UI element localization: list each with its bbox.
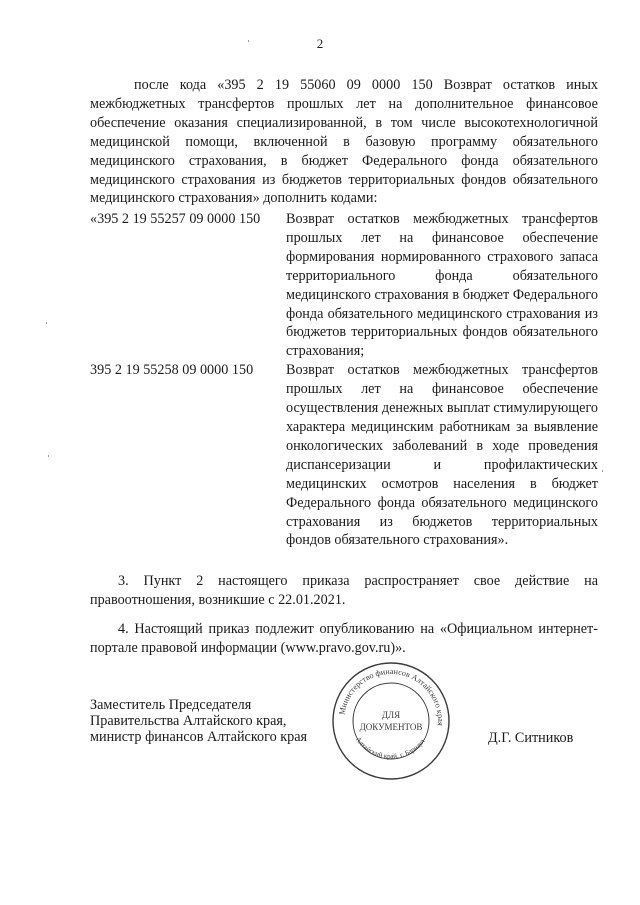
intro-paragraph: после кода «395 2 19 55060 09 0000 150 Возврат остатков иных межбюджетных трансфертов прошлых лет на дополнительное финансовое обеспечение оказания специализированной, в том числе высокотехнологичной медицинской помощи, включенной в базовую программу обязательного медицинского страхования, в бюджет Федерального фонда обязательного медицинского страхования из бюджетов территориальных фондов обязательного медицинского страхования» дополнить кодами: [90, 77, 598, 207]
paragraph-3: 3. Пункт 2 настоящего приказа распространяет свое действие на правоотношения, возникшие с 22.01.2021. [90, 573, 598, 608]
table-row [90, 361, 598, 550]
budget-code: «395 2 19 55257 09 0000 150 [90, 211, 261, 227]
seal-outer-ring [333, 663, 449, 779]
signatory-title-line: Заместитель Председателя [90, 697, 252, 713]
budget-codes-table [90, 210, 598, 550]
code-description: Возврат остатков межбюджетных трансфертов прошлых лет на финансовое обеспечение осуществления денежных выплат стимулирующего характера медицинским работникам за выявление онкологических заболеваний в ходе проведения диспансеризации и профилактических медицинских осмотров населения в бюджет Федерального фонда обязательного медицинского страхования из бюджетов территориальных фондов обязательного страхования». [286, 362, 599, 549]
signatory-title [90, 697, 307, 745]
code-description: Возврат остатков межбюджетных трансфертов прошлых лет на финансовое обеспечение формирования нормированного страхового запаса территориального фонда обязательного медицинского страхования в бюджет Федерального фонда обязательного медицинского страхования из бюджетов территориальных фондов обязательного страхования; [286, 211, 598, 360]
scan-artifact [248, 40, 249, 42]
signatory-title-line: министр финансов Алтайского края [90, 729, 308, 745]
seal-bottom-text: Алтайский край, г. Барнаул [353, 735, 427, 761]
scan-artifact [46, 322, 47, 324]
official-seal-stamp [330, 660, 452, 782]
paragraph-4: 4. Настоящий приказ подлежит опубликованию на «Официальном интернет-портале правовой информации (www.pravo.gov.ru)». [90, 621, 598, 656]
scan-artifact [48, 455, 49, 457]
page-number: 2 [316, 36, 324, 51]
scan-artifact [602, 470, 603, 472]
seal-ring-text: Министерство финансов Алтайского края [337, 666, 446, 727]
signer-name: Д.Г. Ситников [488, 730, 574, 746]
signatory-title-line: Правительства Алтайского края, [90, 713, 287, 729]
seal-center-line-1: ДЛЯ [381, 710, 401, 720]
table-row [90, 210, 598, 361]
budget-code: 395 2 19 55258 09 0000 150 [90, 362, 254, 379]
seal-center-line-2: ДОКУМЕНТОВ [359, 722, 423, 732]
